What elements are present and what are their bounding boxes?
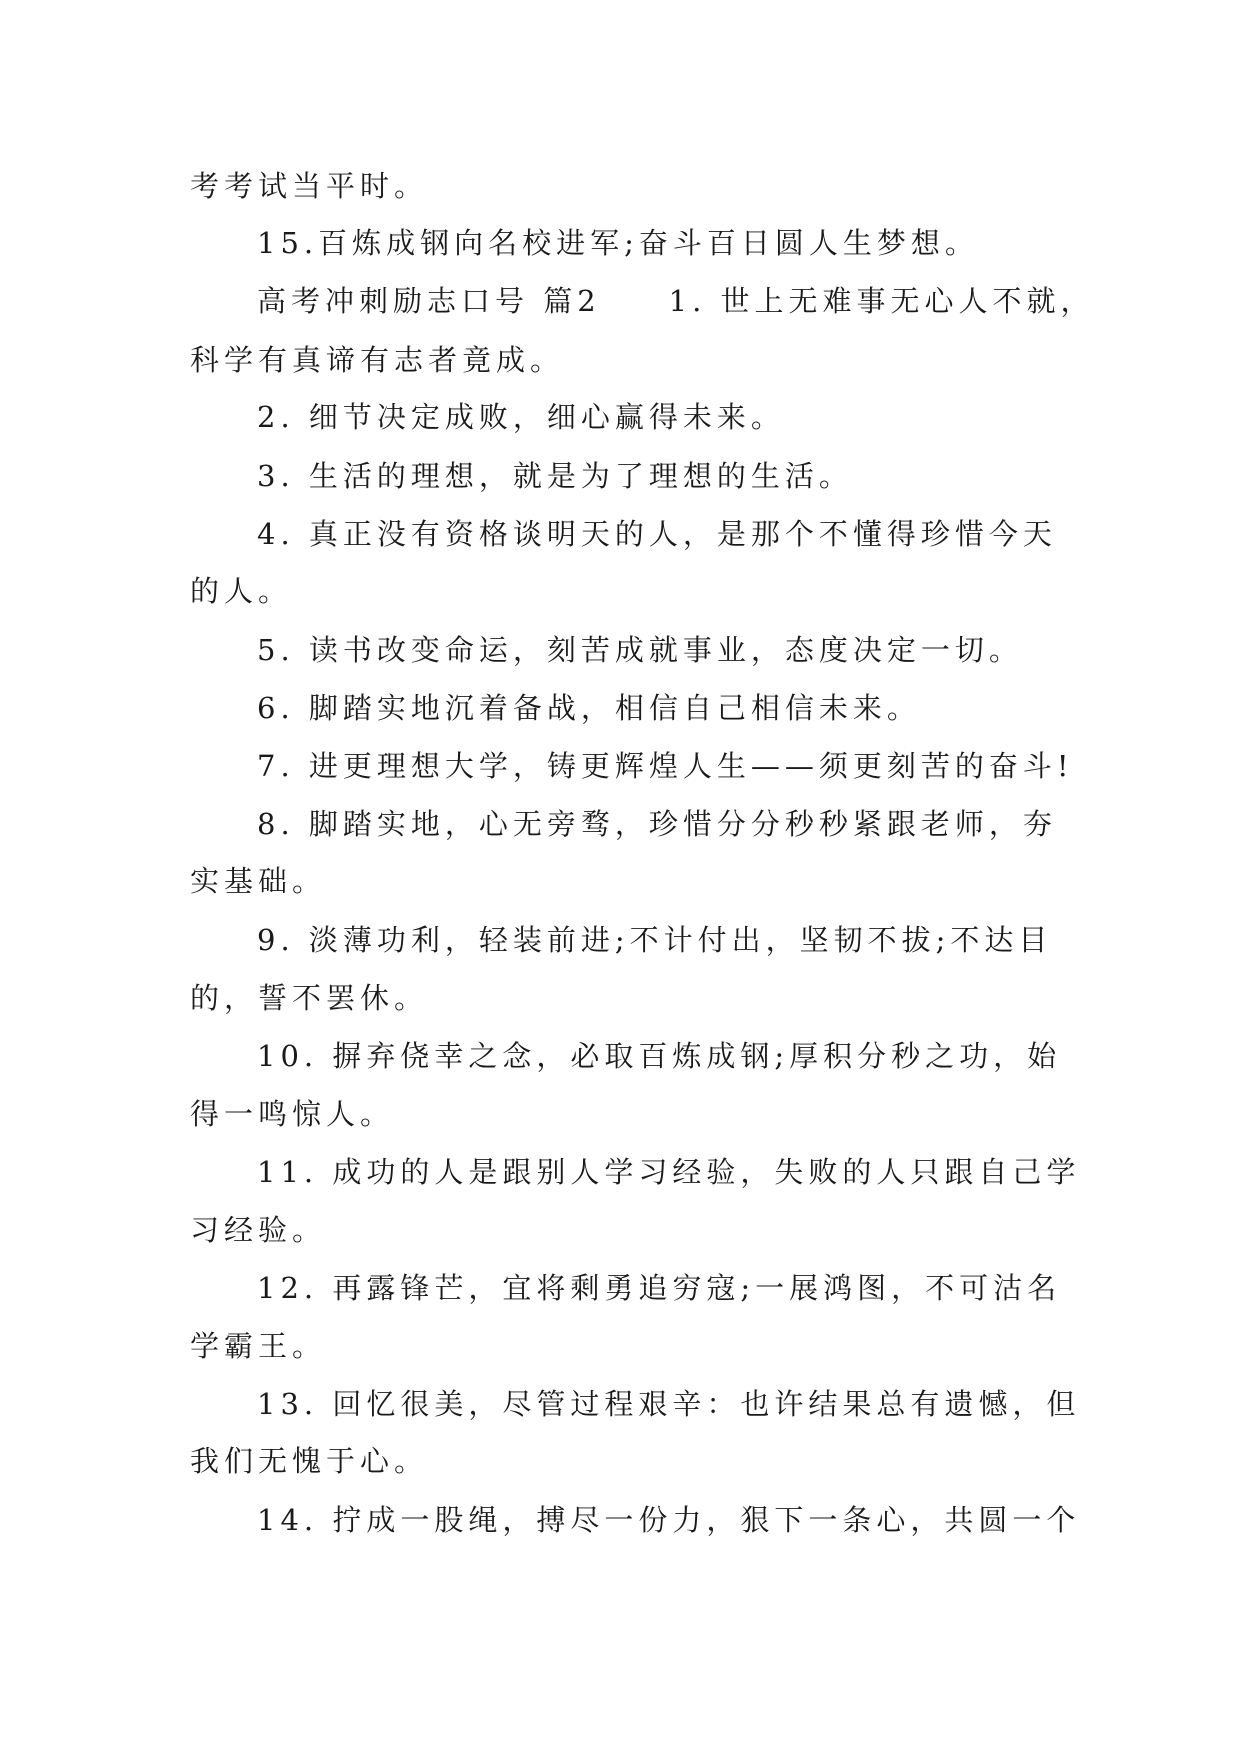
text-line: 高考冲刺励志口号 篇2 1. 世上无难事无心人不就，: [257, 284, 1095, 318]
text-line: 14. 拧成一股绳，搏尽一份力，狠下一条心，共圆一个: [257, 1503, 1081, 1537]
text-line: 4. 真正没有资格谈明天的人，是那个不懂得珍惜今天: [257, 517, 1057, 551]
text-line: 习经验。: [190, 1213, 327, 1247]
text-line: 的，誓不罢休。: [190, 981, 429, 1015]
text-line: 7. 进更理想大学，铸更辉煌人生——须更刻苦的奋斗!: [257, 749, 1074, 783]
text-line: 的人。: [190, 574, 293, 608]
text-line: 12. 再露锋芒，宜将剩勇追穷寇;一展鸿图，不可沽名: [257, 1271, 1062, 1305]
text-line: 学霸王。: [190, 1329, 327, 1363]
text-line: 13. 回忆很美，尽管过程艰辛：也许结果总有遗憾，但: [257, 1387, 1081, 1421]
text-line: 5. 读书改变命运，刻苦成就事业，态度决定一切。: [257, 633, 1023, 667]
text-line: 8. 脚踏实地，心无旁骛，珍惜分分秒秒紧跟老师，夯: [257, 807, 1057, 841]
text-line: 10. 摒弃侥幸之念，必取百炼成钢;厚积分秒之功，始: [257, 1039, 1062, 1073]
text-line: 11. 成功的人是跟别人学习经验，失败的人只跟自己学: [257, 1155, 1081, 1189]
text-line: 考考试当平时。: [190, 169, 429, 203]
text-line: 得一鸣惊人。: [190, 1097, 395, 1131]
text-line: 2. 细节决定成败，细心赢得未来。: [257, 400, 785, 434]
text-line: 我们无愧于心。: [190, 1444, 429, 1478]
text-line: 3. 生活的理想，就是为了理想的生活。: [257, 459, 853, 493]
text-line: 科学有真谛有志者竟成。: [190, 343, 565, 377]
text-line: 实基础。: [190, 864, 327, 898]
text-line: 9. 淡薄功利，轻装前进;不计付出，坚韧不拔;不达目: [257, 923, 1053, 957]
text-line: 6. 脚踏实地沉着备战，相信自己相信未来。: [257, 691, 921, 725]
text-line: 15.百炼成钢向名校进军;奋斗百日圆人生梦想。: [257, 226, 979, 260]
